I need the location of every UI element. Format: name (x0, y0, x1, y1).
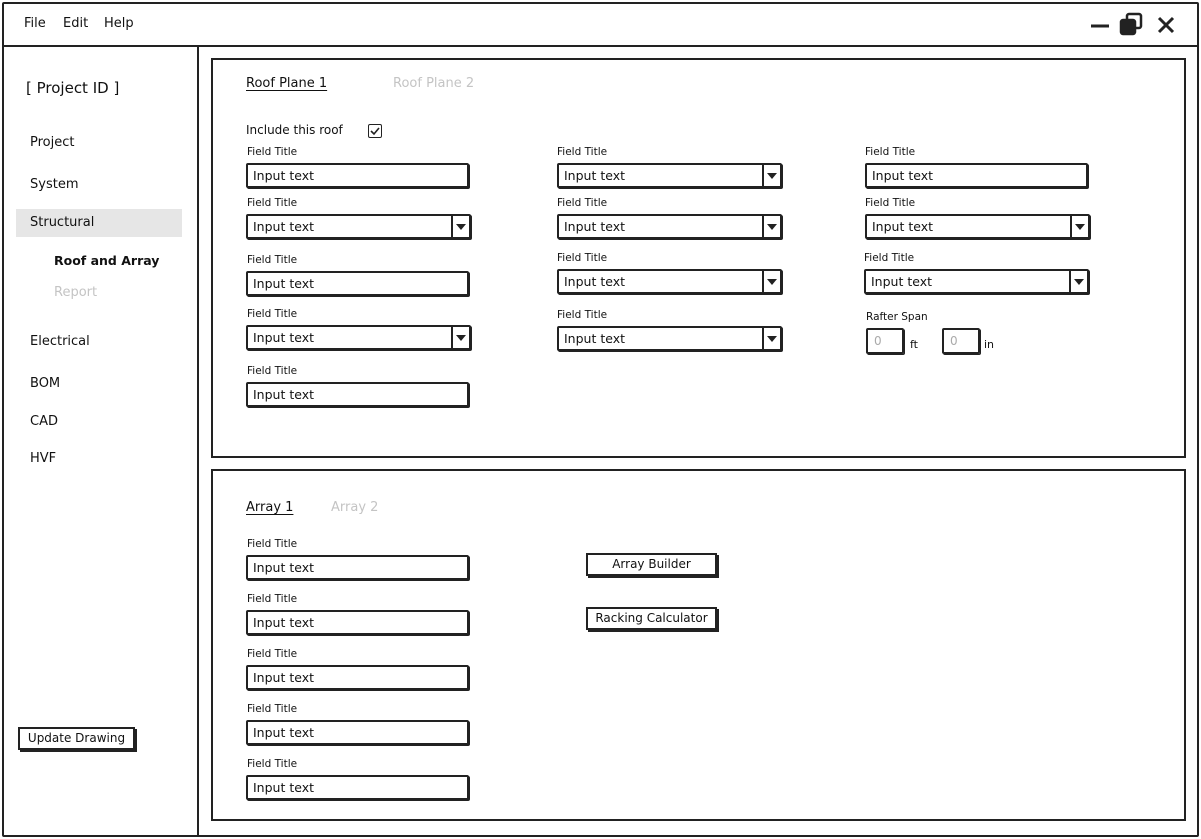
racking-calculator-button[interactable]: Racking Calculator (586, 607, 717, 630)
field-title: Field Title (247, 146, 298, 158)
array-text-input[interactable]: Input text (246, 610, 469, 635)
rafter-span-ft-input[interactable]: 0 (866, 328, 904, 354)
roof-select[interactable]: Input text (557, 269, 782, 294)
field-title: Field Title (557, 197, 608, 209)
array-panel (211, 469, 1186, 821)
menu-help[interactable]: Help (104, 16, 134, 31)
roof-select[interactable]: Input text (865, 214, 1090, 239)
field-title: Field Title (247, 593, 298, 605)
field-title: Field Title (247, 254, 298, 266)
sidebar-item-hvf[interactable]: HVF (30, 451, 57, 466)
roof-select[interactable]: Input text (246, 214, 471, 239)
tab-array-1[interactable]: Array 1 (246, 500, 294, 515)
field-title: Field Title (247, 365, 298, 377)
array-builder-button[interactable]: Array Builder (586, 553, 717, 576)
minimize-icon[interactable] (1089, 12, 1113, 36)
sidebar-item-electrical[interactable]: Electrical (30, 334, 90, 349)
field-title: Field Title (247, 538, 298, 550)
chevron-down-icon (451, 216, 469, 237)
menu-file[interactable]: File (24, 16, 46, 31)
chevron-down-icon (762, 328, 780, 349)
roof-select[interactable]: Input text (557, 163, 782, 188)
roof-select[interactable]: Input text (864, 269, 1089, 294)
include-roof-label: Include this roof (246, 123, 343, 137)
chevron-down-icon (762, 165, 780, 186)
array-text-input[interactable]: Input text (246, 665, 469, 690)
chevron-down-icon (762, 271, 780, 292)
menu-bar (4, 4, 1197, 47)
rafter-span-label: Rafter Span (866, 311, 928, 323)
field-title: Field Title (865, 146, 916, 158)
project-id: [ Project ID ] (26, 79, 120, 97)
array-text-input[interactable]: Input text (246, 720, 469, 745)
roof-text-input[interactable]: Input text (246, 163, 469, 188)
sidebar (4, 47, 199, 837)
sidebar-item-bom[interactable]: BOM (30, 376, 61, 391)
field-title: Field Title (247, 197, 298, 209)
restore-icon[interactable] (1119, 12, 1143, 36)
app-window (2, 2, 1199, 837)
roof-select[interactable]: Input text (557, 326, 782, 351)
roof-plane-panel (211, 58, 1186, 458)
roof-select[interactable]: Input text (246, 325, 471, 350)
sidebar-item-cad[interactable]: CAD (30, 414, 58, 429)
rafter-span-in-input[interactable]: 0 (942, 328, 980, 354)
field-title: Field Title (557, 252, 608, 264)
sidebar-item-project[interactable]: Project (30, 135, 75, 150)
sidebar-subitem-roof-and-array[interactable]: Roof and Array (54, 253, 160, 268)
sidebar-item-system[interactable]: System (30, 177, 79, 192)
close-icon[interactable] (1154, 12, 1178, 36)
tab-roof-plane-1[interactable]: Roof Plane 1 (246, 76, 328, 91)
field-title: Field Title (557, 146, 608, 158)
field-title: Field Title (247, 648, 298, 660)
field-title: Field Title (557, 309, 608, 321)
include-roof-checkbox[interactable] (368, 124, 382, 138)
tab-roof-plane-2[interactable]: Roof Plane 2 (393, 76, 475, 91)
field-title: Field Title (247, 703, 298, 715)
array-text-input[interactable]: Input text (246, 775, 469, 800)
menu-edit[interactable]: Edit (63, 16, 89, 31)
field-title: Field Title (864, 252, 915, 264)
chevron-down-icon (1070, 216, 1088, 237)
chevron-down-icon (762, 216, 780, 237)
roof-text-input[interactable]: Input text (246, 271, 469, 296)
chevron-down-icon (451, 327, 469, 348)
roof-text-input[interactable]: Input text (246, 382, 469, 407)
sidebar-item-structural[interactable]: Structural (16, 209, 182, 237)
roof-text-input[interactable]: Input text (865, 163, 1088, 188)
field-title: Field Title (247, 308, 298, 320)
roof-select[interactable]: Input text (557, 214, 782, 239)
update-drawing-button[interactable]: Update Drawing (18, 727, 135, 750)
field-title: Field Title (247, 758, 298, 770)
tab-array-2[interactable]: Array 2 (331, 500, 379, 515)
sidebar-subitem-report[interactable]: Report (54, 285, 98, 300)
chevron-down-icon (1069, 271, 1087, 292)
field-title: Field Title (865, 197, 916, 209)
rafter-span-in-unit: in (984, 338, 995, 351)
array-text-input[interactable]: Input text (246, 555, 469, 580)
rafter-span-ft-unit: ft (910, 338, 918, 351)
